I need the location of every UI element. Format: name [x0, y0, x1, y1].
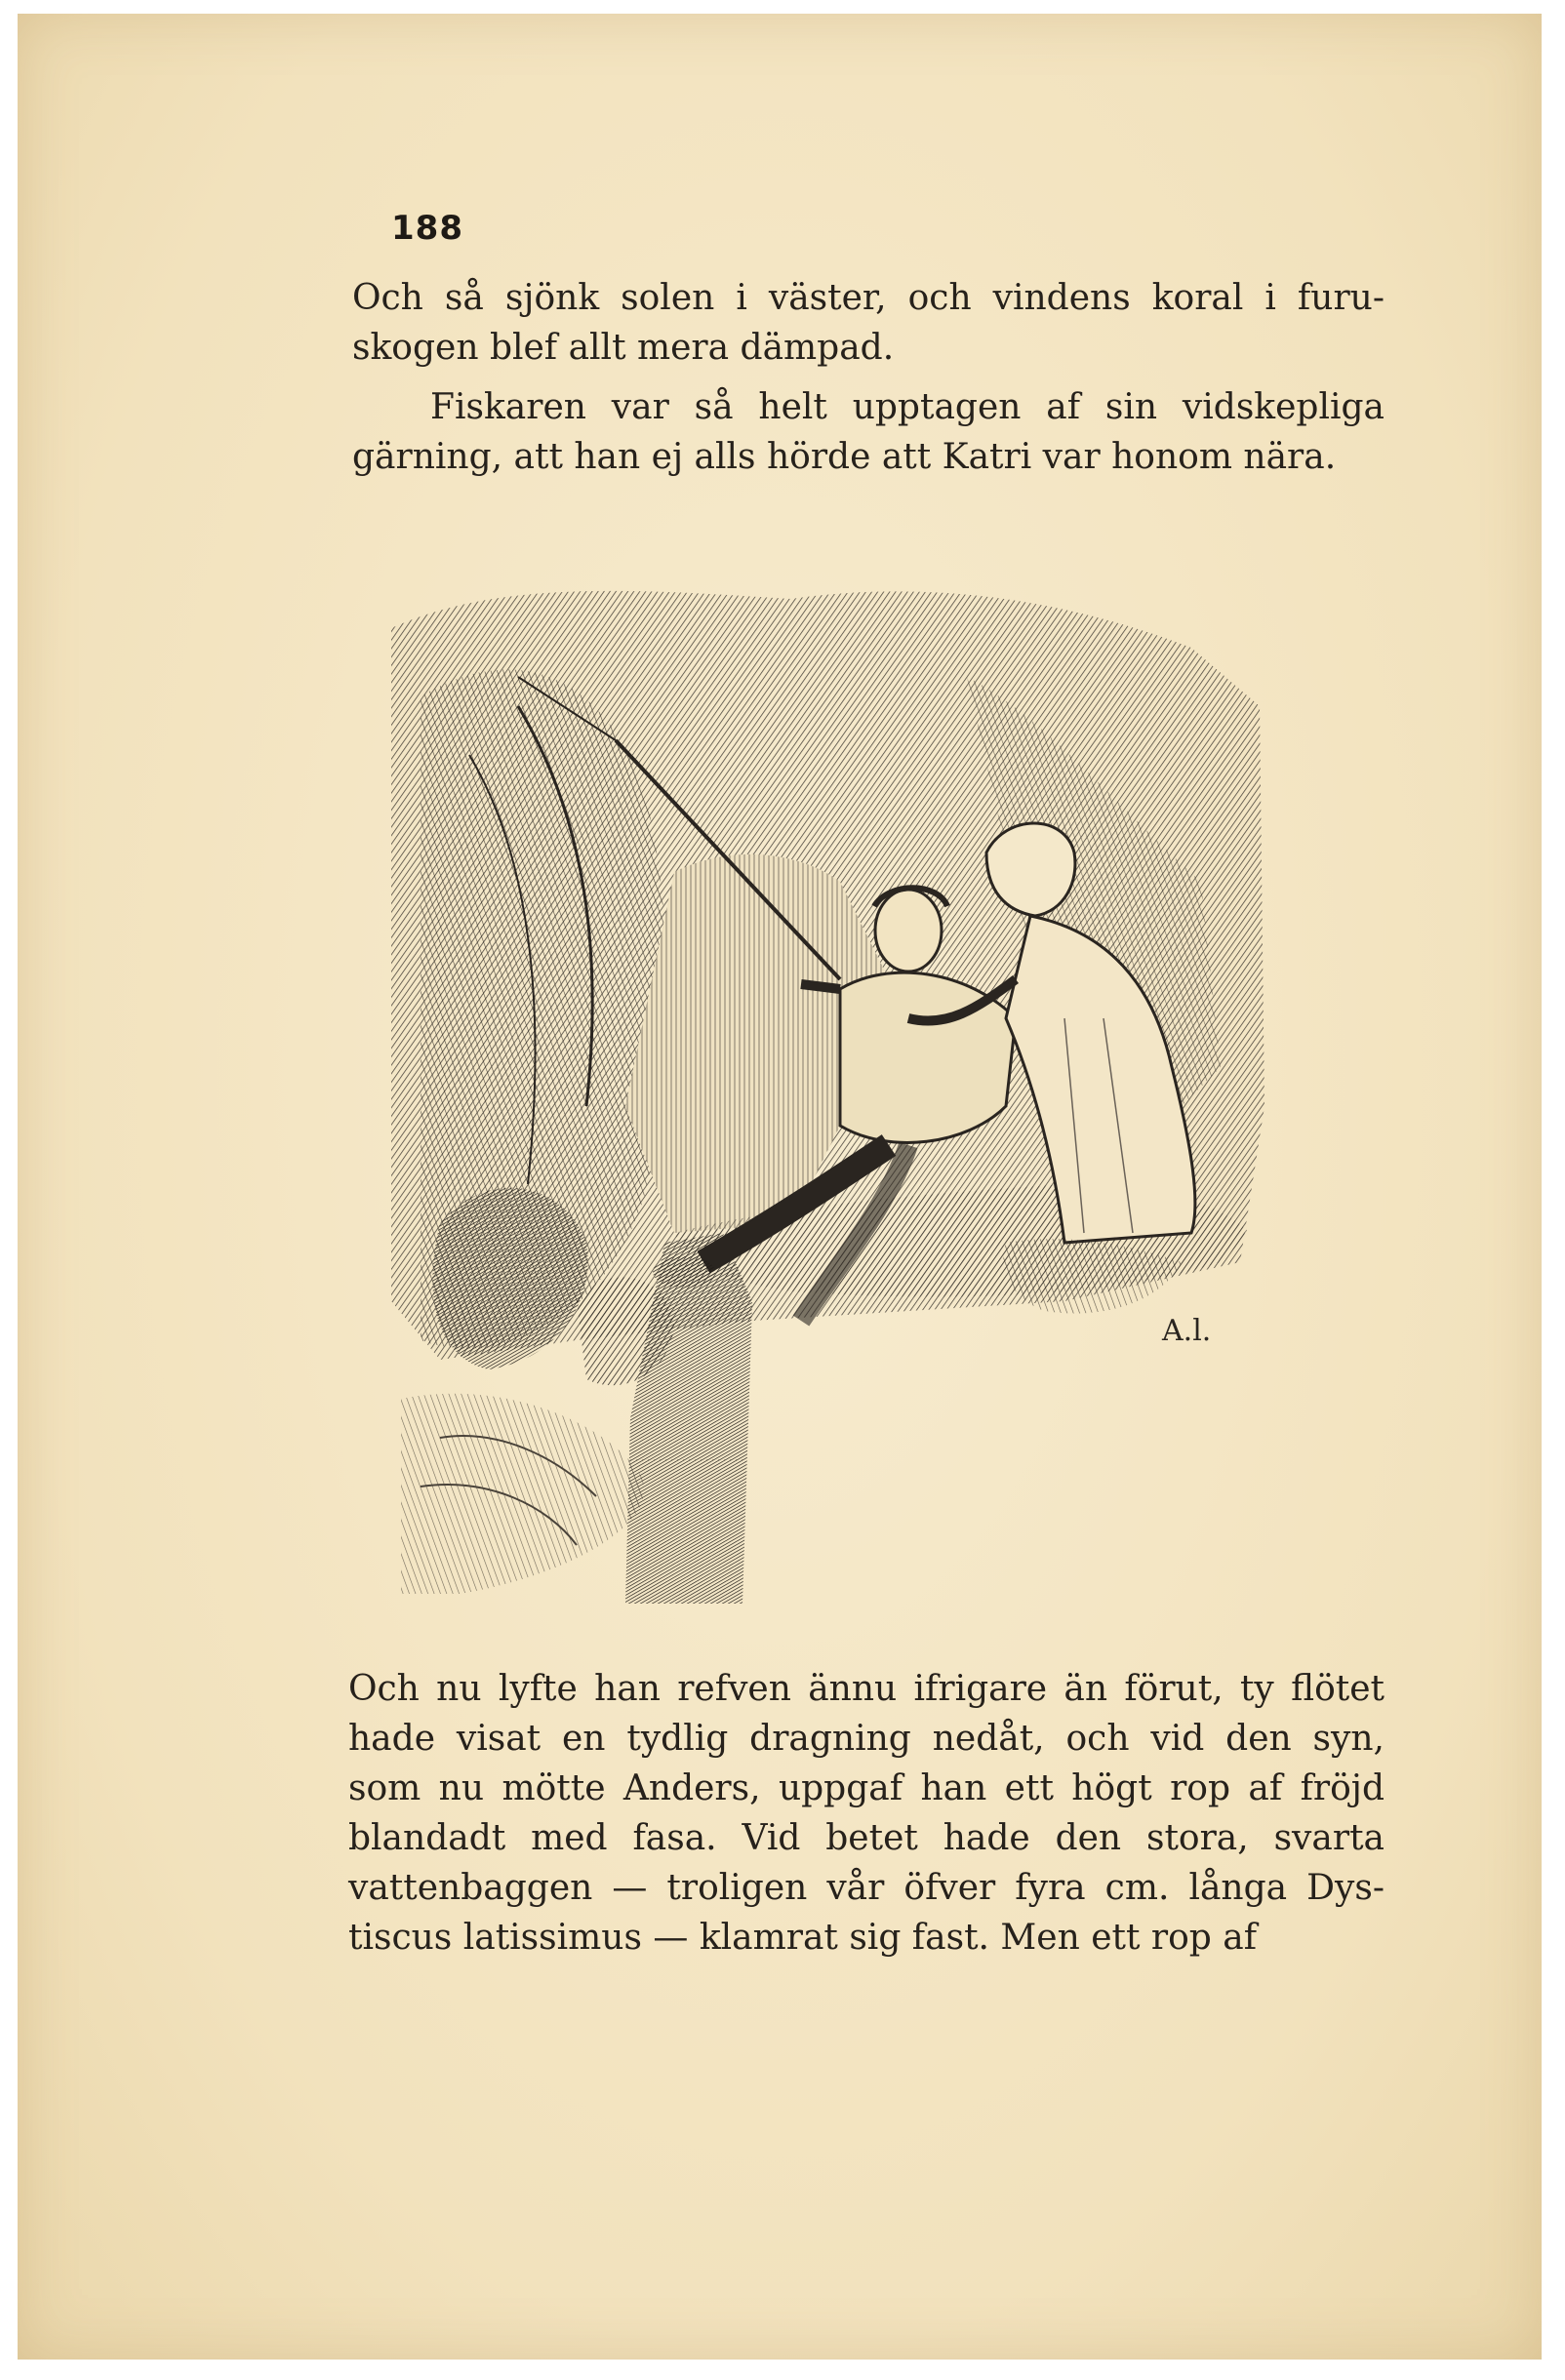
- artist-signature: A.l.: [1162, 1314, 1212, 1348]
- text-line: som nu mötte Anders, uppgaf han ett högt rop af fröjd: [348, 1768, 1384, 1808]
- paragraph-3: [348, 1664, 1384, 1963]
- stream: [401, 1394, 644, 1594]
- paragraph-1: [352, 273, 1384, 373]
- text-line: skogen blef allt mera dämpad.: [352, 328, 895, 368]
- book-page: [18, 14, 1542, 2360]
- text-line: hade visat en tydlig dragning nedåt, och vid den syn,: [348, 1719, 1384, 1759]
- text-line: tiscus latissimus — klamrat sig fast. Men ett rop af: [348, 1918, 1258, 1958]
- engraving-illustration: [381, 560, 1299, 1652]
- boulder: [432, 1188, 587, 1369]
- text-line: gärning, att han ej alls hörde att Katri var honom nära.: [352, 437, 1337, 477]
- text-line: Fiskaren var så helt upptagen af sin vidskepliga: [430, 387, 1384, 427]
- text-line: vattenbaggen — troligen vår öfver fyra cm. långa Dys-: [348, 1868, 1384, 1908]
- text-line: Och så sjönk solen i väster, och vindens koral i furu-: [352, 278, 1384, 318]
- text-line: blandadt med fasa. Vid betet hade den stora, svarta: [348, 1818, 1384, 1858]
- text-line: Och nu lyfte han refven ännu ifrigare än förut, ty flötet: [348, 1669, 1384, 1709]
- paragraph-2: [352, 382, 1384, 482]
- page-number: 188: [391, 209, 463, 248]
